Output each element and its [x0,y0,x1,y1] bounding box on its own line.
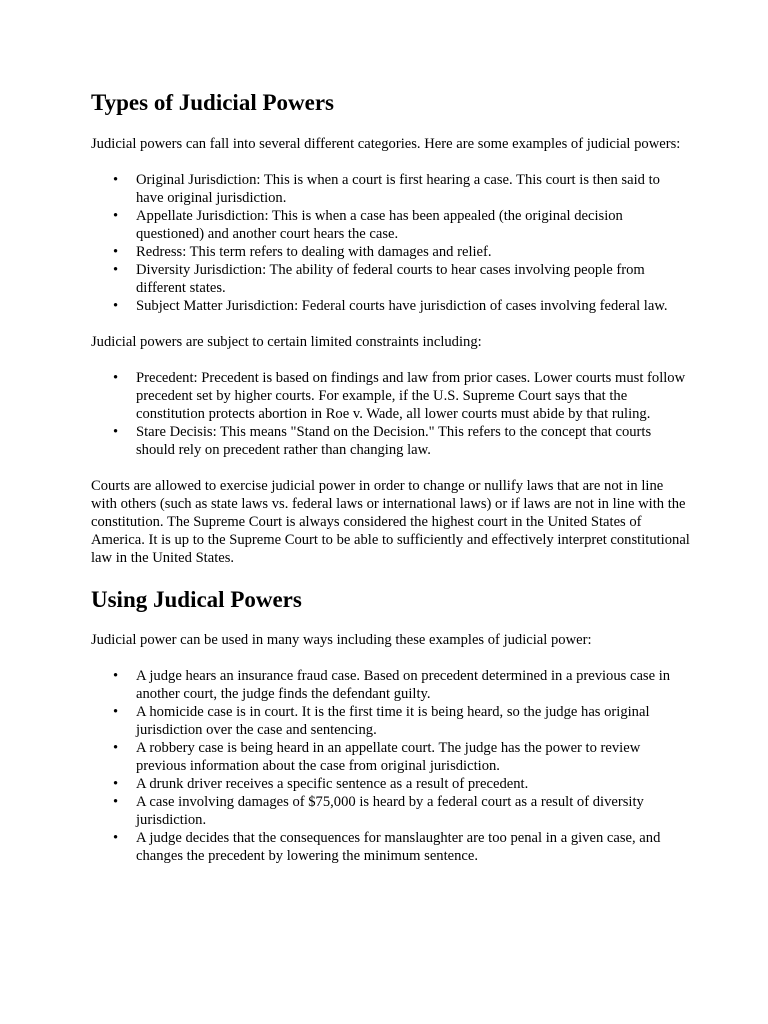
bullet-icon: • [113,668,119,684]
list-item: • Diversity Jurisdiction: The ability of federal courts to hear cases involving people from different states. [113,262,645,296]
courts-paragraph: Courts are allowed to exercise judicial power in order to change or nullify laws that are not in line with others (such as state laws vs. federal laws or international laws) or if laws are not in line with the constitution. The Supreme Court is always considered the highest court in the United States of America. It is up to the Supreme Court to be able to sufficiently and effectively interpret constitutional law in the United States. [91,478,690,566]
judicial-power-types-list [91,171,691,315]
list-item: • A judge decides that the consequences for manslaughter are too penal in a given case, and changes the precedent by lowering the minimum sentence. [113,830,661,864]
bullet-icon: • [113,830,119,846]
bullet-icon: • [113,208,119,224]
list-item: • Precedent: Precedent is based on findings and law from prior cases. Lower courts must follow precedent set by higher courts. For example, if the U.S. Supreme Court says that the constitution protects abortion in Roe v. Wade, all lower courts must abide by that ruling. [113,370,686,422]
list-item: • Appellate Jurisdiction: This is when a case has been appealed (the original decision questioned) and another court hears the case. [113,208,623,242]
document-page [91,88,691,865]
list-item: • Subject Matter Jurisdiction: Federal courts have jurisdiction of cases involving federal law. [113,298,668,314]
list-item: • A judge hears an insurance fraud case. Based on precedent determined in a previous case in another court, the judge finds the defendant guilty. [113,668,671,702]
bullet-icon: • [113,172,119,188]
bullet-icon: • [113,262,119,278]
list-item: • A case involving damages of $75,000 is heard by a federal court as a result of diversity jurisdiction. [113,794,644,828]
judicial-power-examples-list [91,667,691,865]
bullet-icon: • [113,370,119,386]
bullet-icon: • [113,244,119,260]
constraints-list [91,369,691,459]
bullet-icon: • [113,740,119,756]
list-item: • Original Jurisdiction: This is when a court is first hearing a case. This court is then said to have original jurisdiction. [113,172,660,206]
bullet-icon: • [113,298,119,314]
types-intro-paragraph: Judicial powers can fall into several different categories. Here are some examples of judicial powers: [91,136,681,152]
list-item: • Stare Decisis: This means "Stand on the Decision." This refers to the concept that courts should rely on precedent rather than changing law. [113,424,652,458]
list-item: • Redress: This term refers to dealing with damages and relief. [113,244,492,260]
bullet-icon: • [113,776,119,792]
using-intro-paragraph: Judicial power can be used in many ways including these examples of judicial power: [91,632,592,648]
bullet-icon: • [113,424,119,440]
list-item: • A robbery case is being heard in an appellate court. The judge has the power to review previous information about the case from original jurisdiction. [113,740,641,774]
section-heading-types: Types of Judicial Powers [91,90,334,115]
list-item: • A drunk driver receives a specific sentence as a result of precedent. [113,776,529,792]
bullet-icon: • [113,794,119,810]
constraints-intro-paragraph: Judicial powers are subject to certain limited constraints including: [91,334,482,350]
list-item: • A homicide case is in court. It is the first time it is being heard, so the judge has original jurisdiction over the case and sentencing. [113,704,650,738]
bullet-icon: • [113,704,119,720]
section-heading-using: Using Judical Powers [91,587,302,612]
